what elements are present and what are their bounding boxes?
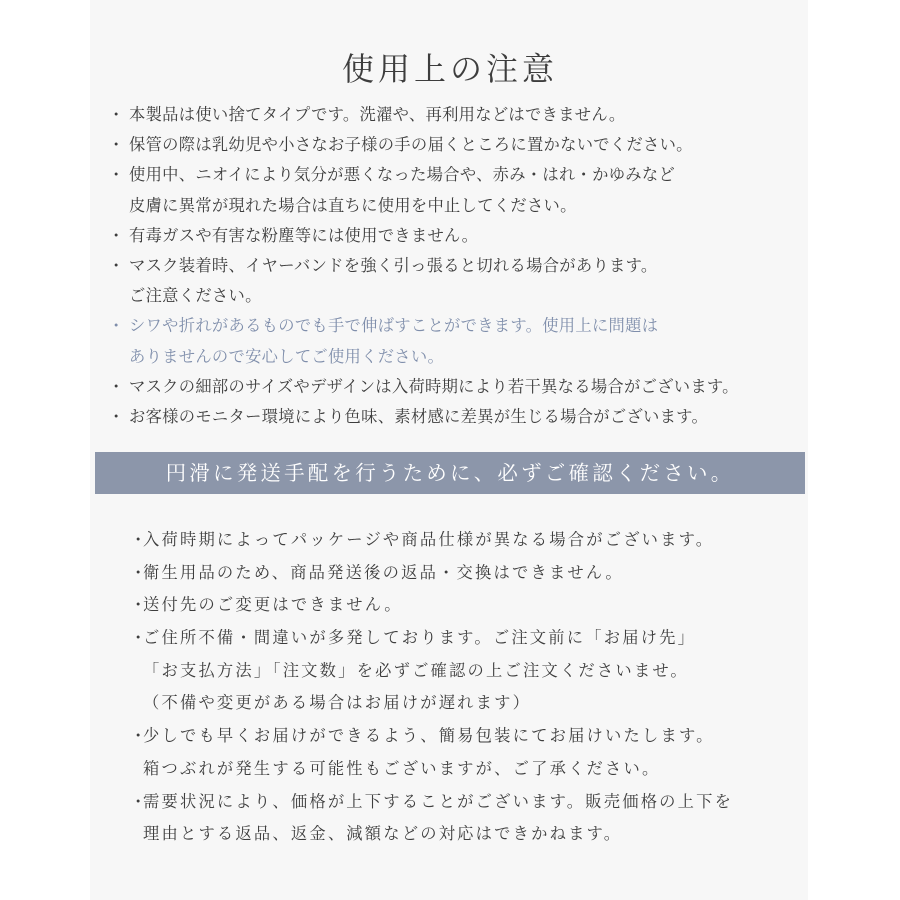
shipping-text: 「お支払方法」「注文数」を必ずご確認の上ご注文くださいませ。 <box>143 660 689 680</box>
shipping-line <box>130 589 810 622</box>
note-text: 本製品は使い捨てタイプです。洗濯や、再利用などはできません。 <box>129 105 626 124</box>
note-text: マスク装着時、イヤーバンドを強く引っ張ると切れる場合があります。 <box>129 255 658 275</box>
shipping-line <box>130 655 810 688</box>
shipping-notes-list <box>130 524 810 851</box>
bullet: ・ <box>108 105 125 124</box>
shipping-text: 箱つぶれが発生する可能性もございますが、ご了承ください。 <box>143 758 661 778</box>
shipping-text: 入荷時期によってパッケージや商品仕様が異なる場合がございます。 <box>143 530 715 549</box>
bullet: ・ <box>108 255 125 275</box>
note-line <box>108 221 808 251</box>
note-line <box>108 402 808 432</box>
shipping-line <box>130 786 810 819</box>
note-text: ありませんので安心してご使用ください。 <box>129 346 445 366</box>
bullet: ・ <box>108 165 125 185</box>
shipping-text: 少しでも早くお届けができるよう、簡易包装にてお届けいたします。 <box>143 726 715 746</box>
note-line <box>108 191 808 221</box>
shipping-line <box>130 557 810 590</box>
shipping-line <box>130 622 810 655</box>
note-line-highlight <box>108 311 808 341</box>
usage-notes-list <box>108 100 808 432</box>
shipping-line <box>130 524 810 557</box>
note-text: シワや折れがあるものでも手で伸ばすことができます。使用上に問題は <box>129 316 659 336</box>
page-title: 使用上の注意 <box>341 50 558 88</box>
note-line <box>108 372 808 402</box>
bullet: ・ <box>130 791 149 811</box>
bullet: ・ <box>130 562 149 582</box>
bullet: ・ <box>108 225 125 245</box>
note-text: 保管の際は乳幼児や小さなお子様の手の届くところに置かないでください。 <box>129 135 693 155</box>
bullet: ・ <box>108 406 125 426</box>
shipping-text: 理由とする返品、返金、減額などの対応はできかねます。 <box>143 824 623 844</box>
note-line-highlight <box>108 342 808 372</box>
bullet: ・ <box>108 376 125 396</box>
shipping-line <box>130 818 810 851</box>
shipping-line <box>130 753 810 786</box>
bullet: ・ <box>130 726 149 746</box>
note-line <box>108 160 808 190</box>
shipping-text: 需要状況により、価格が上下することがございます。販売価格の上下を <box>143 791 734 811</box>
note-text: マスクの細部のサイズやデザインは入荷時期により若干異なる場合がございます。 <box>129 376 739 396</box>
bullet: ・ <box>108 135 125 155</box>
bullet: ・ <box>130 530 149 549</box>
bullet: ・ <box>108 316 125 336</box>
shipping-line <box>130 720 810 753</box>
bullet: ・ <box>130 595 149 615</box>
note-line <box>108 281 808 311</box>
shipping-text: 衛生用品のため、商品発送後の返品・交換はできません。 <box>143 562 624 582</box>
note-line <box>108 100 808 130</box>
shipping-text: （不備や変更がある場合はお届けが遅れます） <box>143 693 532 713</box>
note-text: お客様のモニター環境により色味、素材感に差異が生じる場合がございます。 <box>129 406 709 426</box>
shipping-banner: 円滑に発送手配を行うために、必ずご確認ください。 <box>95 452 805 494</box>
note-text: ご注意ください。 <box>129 286 262 306</box>
shipping-line <box>130 687 810 720</box>
shipping-text: 送付先のご変更はできません。 <box>143 595 403 615</box>
note-text: 皮膚に異常が現れた場合は直ちに使用を中止してください。 <box>129 195 577 215</box>
note-line <box>108 130 808 160</box>
note-line <box>108 251 808 281</box>
note-text: 使用中、ニオイにより気分が悪くなった場合や、赤み・はれ・かゆみなど <box>129 165 676 185</box>
note-text: 有毒ガスや有害な粉塵等には使用できません。 <box>129 225 479 245</box>
bullet: ・ <box>130 628 149 648</box>
shipping-text: ご住所不備・間違いが多発しております。ご注文前に「お届け先」 <box>143 628 697 648</box>
